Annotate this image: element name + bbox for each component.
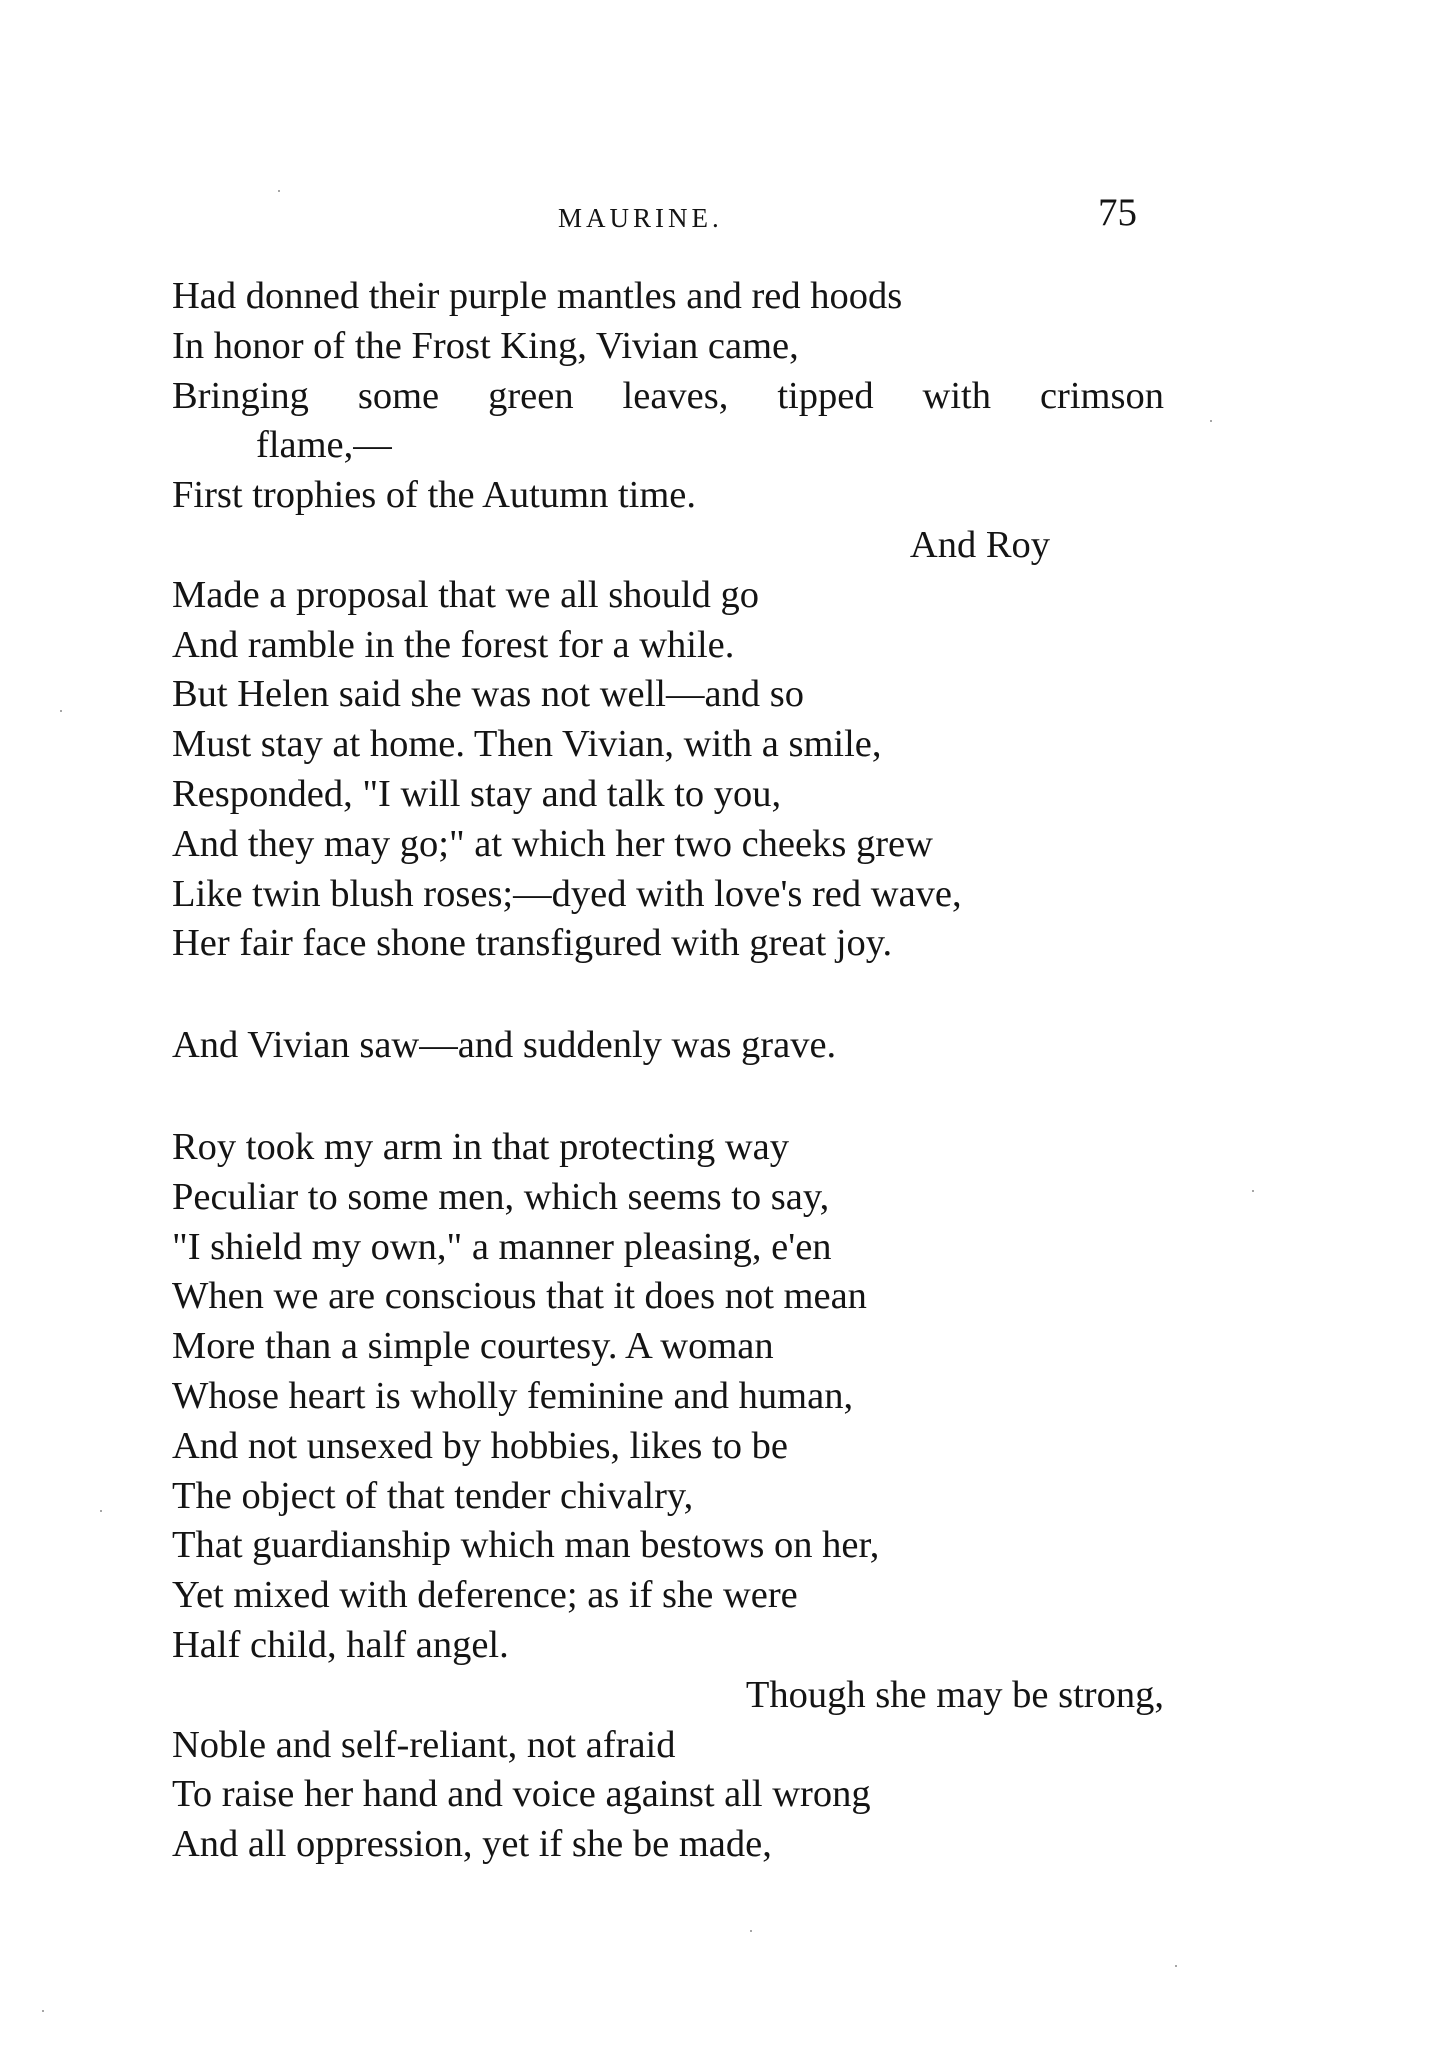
- poem-line: That guardianship which man bestows on her,: [172, 1524, 880, 1567]
- poem-line: And ramble in the forest for a while.: [172, 623, 735, 666]
- scan-speck: [750, 1930, 752, 1932]
- scan-speck: [278, 190, 280, 192]
- poem-line: And Vivian saw—and suddenly was grave.: [172, 1024, 837, 1067]
- poem-line: Her fair face shone transfigured with great joy.: [172, 922, 893, 965]
- poem-line: Made a proposal that we all should go: [172, 573, 759, 616]
- scan-speck: [1175, 1965, 1177, 1967]
- poem-line: But Helen said she was not well—and so: [172, 673, 804, 716]
- poem-line: "I shield my own," a manner pleasing, e'en: [172, 1225, 832, 1268]
- poem-line: Had donned their purple mantles and red hoods: [172, 275, 903, 317]
- poem-line: Roy took my arm in that protecting way: [172, 1125, 789, 1168]
- poem-line: Bringing some green leaves, tipped with crimson: [172, 374, 1164, 417]
- poem-line: More than a simple courtesy. A woman: [172, 1325, 774, 1368]
- poem-line: And they may go;" at which her two cheeks grew: [172, 822, 933, 865]
- poem-line: Responded, "I will stay and talk to you,: [172, 772, 782, 815]
- poem-line: Half child, half angel.: [172, 1623, 509, 1666]
- poem-line: To raise her hand and voice against all wrong: [172, 1773, 871, 1816]
- poem-line: First trophies of the Autumn time.: [172, 474, 696, 517]
- scan-speck: [1210, 420, 1212, 422]
- poem-line: And not unsexed by hobbies, likes to be: [172, 1424, 788, 1467]
- poem-line-indented: And Roy: [909, 523, 1050, 566]
- stanza-break: [172, 1071, 1172, 1123]
- poem-line: When we are conscious that it does not mean: [172, 1275, 867, 1318]
- poem-line: Peculiar to some men, which seems to say,: [172, 1175, 830, 1218]
- poem-line: And all oppression, yet if she be made,: [172, 1823, 772, 1866]
- scan-speck: [100, 1510, 102, 1512]
- poem-line: Yet mixed with deference; as if she were: [172, 1574, 798, 1617]
- poem-line-indented: Though she may be strong,: [745, 1673, 1164, 1716]
- poem-line-continuation: flame,—: [256, 424, 392, 467]
- poem-line: The object of that tender chivalry,: [172, 1474, 694, 1517]
- scan-speck: [42, 2010, 44, 2012]
- poem-line: In honor of the Frost King, Vivian came,: [172, 324, 799, 367]
- page-number: 75: [1098, 191, 1137, 234]
- running-title: MAURINE.: [558, 203, 723, 233]
- poem-line: Like twin blush roses;—dyed with love's red wave,: [172, 872, 962, 915]
- poem-line: Whose heart is wholly feminine and human,: [172, 1374, 854, 1417]
- scan-speck: [1252, 1190, 1254, 1192]
- stanza-break: [172, 969, 1172, 1021]
- poem-line: Noble and self-reliant, not afraid: [172, 1723, 676, 1766]
- scan-speck: [60, 710, 62, 712]
- poem-text: [172, 272, 1172, 1870]
- poem-line: Must stay at home. Then Vivian, with a smile,: [172, 723, 882, 766]
